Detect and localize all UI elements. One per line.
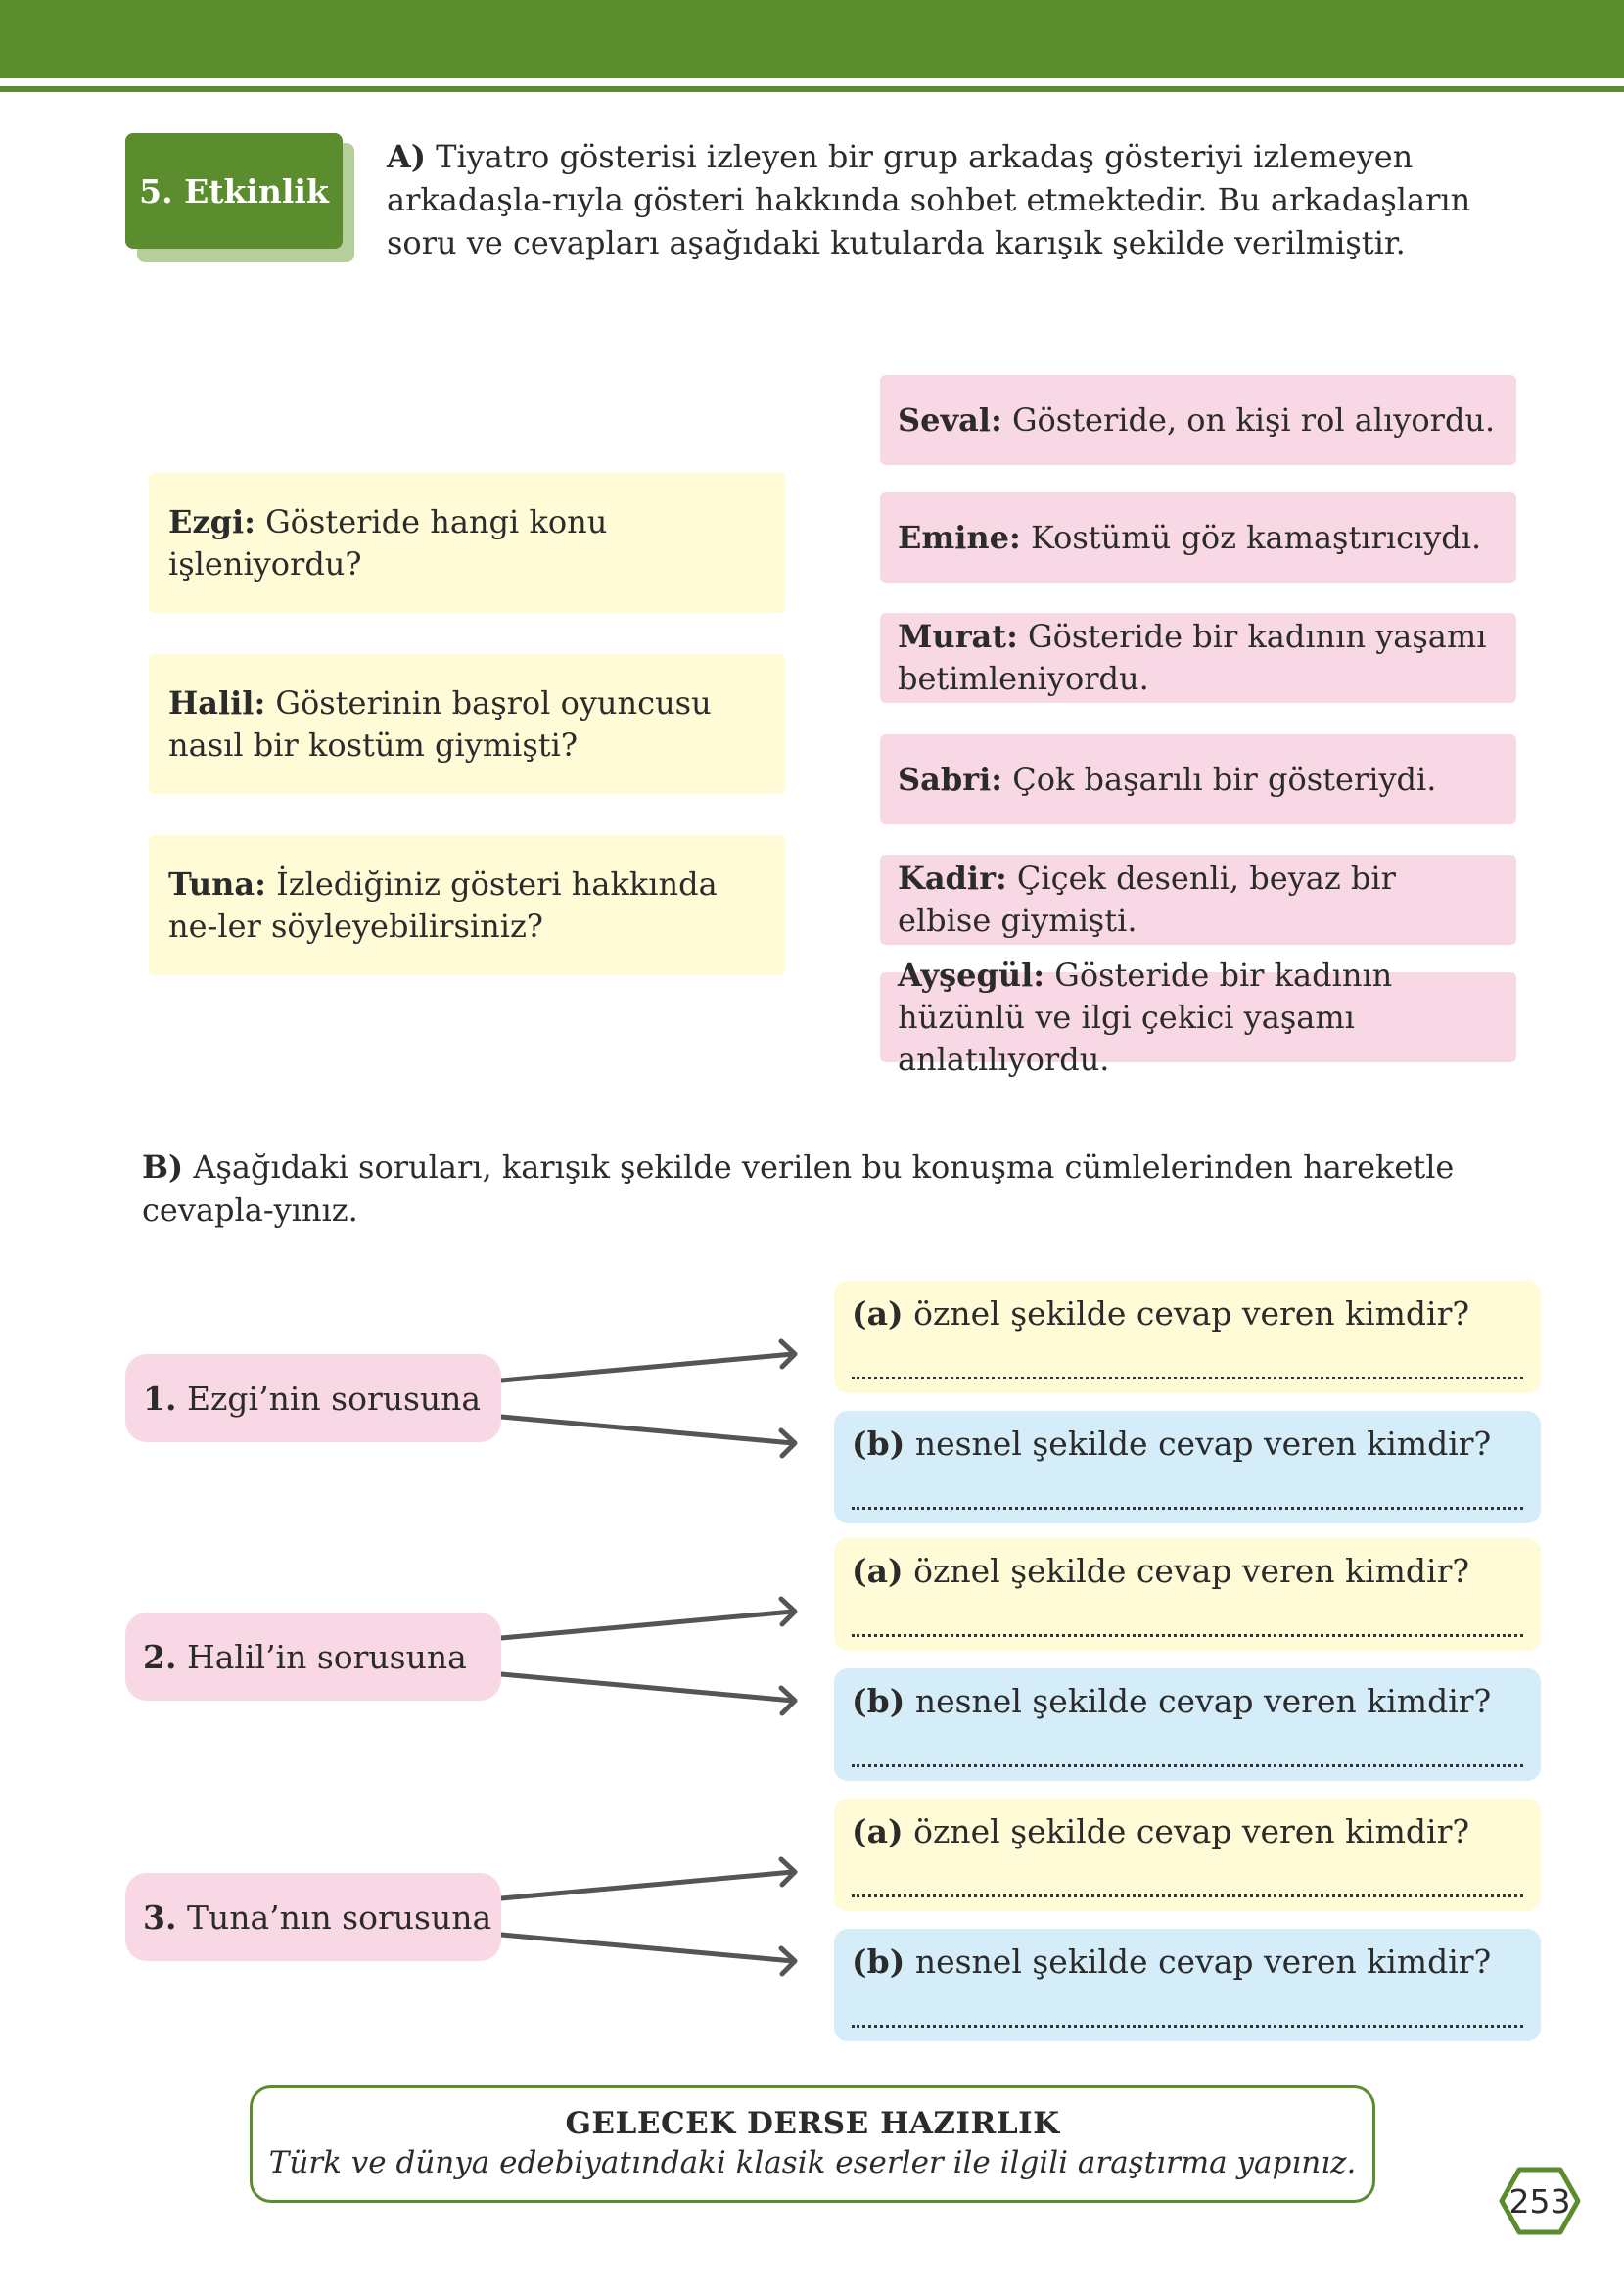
answer-text: Çiçek desenli, beyaz bir elbise giymişti.: [898, 860, 1396, 939]
subq-text: öznel şekilde cevap veren kimdir?: [913, 1294, 1470, 1333]
answer-field-3b[interactable]: [834, 1929, 1541, 2041]
speaker-name: Murat:: [898, 618, 1018, 655]
group-number: 1.: [143, 1379, 177, 1418]
subq-label: (b): [852, 1682, 905, 1720]
answer-text: Gösteride bir kadının hüzünlü ve ilgi çekici yaşamı anlatılıyordu.: [898, 956, 1393, 1078]
speaker-name: Tuna:: [168, 865, 266, 903]
speaker-name: Seval:: [898, 400, 1002, 439]
speaker-name: Kadir:: [898, 860, 1007, 897]
arrow-line: [501, 1935, 793, 1961]
answer-text: Çok başarılı bir gösteriydi.: [1012, 760, 1437, 798]
speaker-name: Sabri:: [898, 760, 1003, 798]
answer-text: Gösteride, on kişi rol alıyordu.: [1011, 400, 1496, 439]
question-text: Gösteride hangi konu işleniyordu?: [168, 502, 608, 583]
group-number: 3.: [143, 1897, 177, 1937]
subq-text: öznel şekilde cevap veren kimdir?: [913, 1812, 1470, 1850]
subq-label: (a): [852, 1552, 904, 1590]
answer-field-3a[interactable]: [834, 1799, 1541, 1911]
answer-field-1a[interactable]: [834, 1281, 1541, 1393]
arrow-line: [501, 1872, 793, 1898]
part-b-text: Aşağıdaki soruları, karışık şekilde verilen bu konuşma cümlelerinden hareketle cevapla-yınız.: [142, 1148, 1455, 1229]
group-label: Tuna’nın sorusuna: [186, 1897, 492, 1937]
activity-badge: 5. Etkinlik: [125, 133, 343, 249]
question-text: Gösterinin başrol oyuncusu nasıl bir kostüm giymişti?: [168, 683, 712, 764]
subq-text: nesnel şekilde cevap veren kimdir?: [914, 1425, 1492, 1463]
subq-text: nesnel şekilde cevap veren kimdir?: [914, 1942, 1492, 1981]
page-number: 253: [1508, 2181, 1571, 2221]
subq-text: öznel şekilde cevap veren kimdir?: [913, 1552, 1470, 1590]
question-group-2: [125, 1613, 501, 1701]
question-group-1: [125, 1354, 501, 1442]
part-a-label: A): [387, 138, 426, 175]
prep-title: GELECEK DERSE HAZIRLIK: [565, 2106, 1060, 2141]
answer-line[interactable]: [852, 1894, 1523, 1897]
speaker-name: Ezgi:: [168, 502, 255, 540]
part-a-text: Tiyatro gösterisi izleyen bir grup arkadaş gösteriyi izlemeyen arkadaşla-rıyla gösteri hakkında sohbet etmektedir. Bu arkadaşların soru ve cevapları aşağıdaki kutularda karışık şekilde verilmiştir.: [387, 138, 1471, 261]
group-label: Halil’in sorusuna: [186, 1637, 467, 1676]
subq-label: (a): [852, 1294, 904, 1333]
prep-text: Türk ve dünya edebiyatındaki klasik eserler ile ilgili araştırma yapınız.: [268, 2145, 1357, 2180]
answer-text: Kostümü göz kamaştırıcıydı.: [1031, 518, 1482, 556]
answer-line[interactable]: [852, 1377, 1523, 1379]
answer-line[interactable]: [852, 1634, 1523, 1637]
subq-text: nesnel şekilde cevap veren kimdir?: [914, 1682, 1492, 1720]
answer-line[interactable]: [852, 1507, 1523, 1510]
question-text: İzlediğiniz gösteri hakkında ne-ler söyleyebilirsiniz?: [168, 865, 718, 945]
next-lesson-prep-box: [250, 2085, 1375, 2203]
part-b-label: B): [142, 1148, 184, 1186]
answer-field-1b[interactable]: [834, 1411, 1541, 1523]
arrow-line: [501, 1417, 793, 1443]
subq-label: (a): [852, 1812, 904, 1850]
answer-line[interactable]: [852, 1764, 1523, 1767]
speaker-name: Emine:: [898, 518, 1021, 556]
subq-label: (b): [852, 1425, 905, 1463]
speaker-name: Ayşegül:: [898, 956, 1045, 994]
subq-label: (b): [852, 1942, 905, 1981]
arrow-line: [501, 1612, 793, 1638]
answer-line[interactable]: [852, 2025, 1523, 2028]
arrow-line: [501, 1674, 793, 1701]
answer-field-2b[interactable]: [834, 1668, 1541, 1781]
arrow-line: [501, 1354, 793, 1380]
question-group-3: [125, 1873, 501, 1961]
answer-text: Gösteride bir kadının yaşamı betimleniyordu.: [898, 618, 1487, 697]
group-label: Ezgi’nin sorusuna: [186, 1379, 482, 1418]
group-number: 2.: [143, 1637, 177, 1676]
speaker-name: Halil:: [168, 683, 266, 722]
answer-field-2a[interactable]: [834, 1538, 1541, 1651]
